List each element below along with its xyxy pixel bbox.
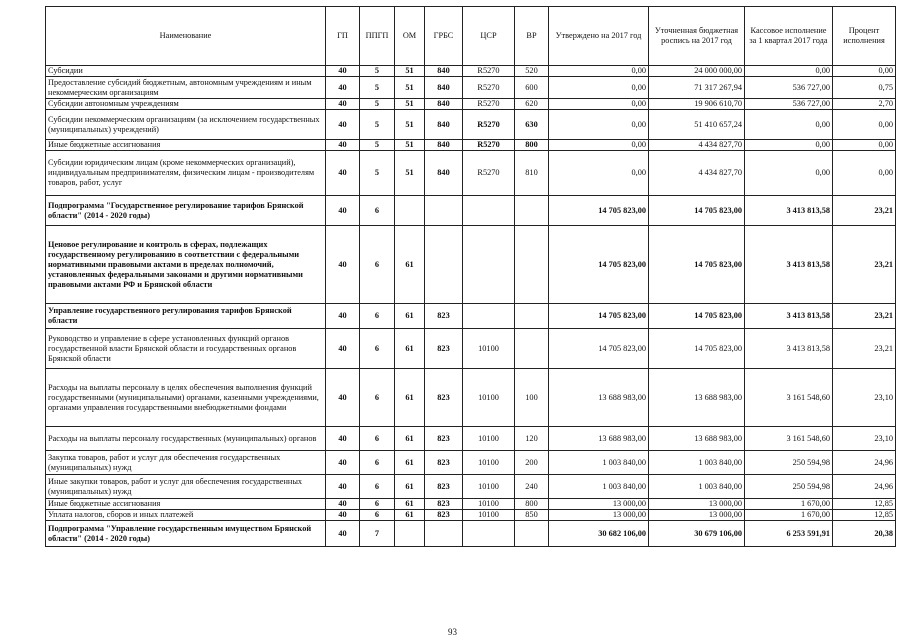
table-body bbox=[46, 66, 896, 547]
cell-om: 61 bbox=[395, 304, 425, 329]
cell-approved: 0,00 bbox=[549, 66, 649, 77]
header-cash: Кассовое исполнение за 1 квартал 2017 года bbox=[745, 7, 833, 66]
cell-gp: 40 bbox=[326, 99, 360, 110]
cell-cash: 250 594,98 bbox=[745, 451, 833, 475]
cell-name: Предоставление субсидий бюджетным, автономным учреждениям и иным некоммерческим организациям bbox=[46, 77, 326, 99]
cell-vr: 100 bbox=[515, 369, 549, 427]
cell-name: Иные бюджетные ассигнования bbox=[46, 499, 326, 510]
table-row bbox=[46, 66, 896, 77]
page-number: 93 bbox=[448, 627, 457, 637]
cell-grbs: 823 bbox=[425, 510, 463, 521]
cell-percent: 12,85 bbox=[833, 510, 896, 521]
cell-grbs bbox=[425, 521, 463, 547]
cell-csr: 10100 bbox=[463, 451, 515, 475]
cell-cash: 250 594,98 bbox=[745, 475, 833, 499]
header-percent: Процент исполнения bbox=[833, 7, 896, 66]
cell-refined: 14 705 823,00 bbox=[649, 226, 745, 304]
cell-ppgp: 5 bbox=[360, 151, 395, 196]
cell-name: Подпрограмма "Управление государственным имуществом Брянской области" (2014 - 2020 годы) bbox=[46, 521, 326, 547]
header-refined: Уточненная бюджетная роспись на 2017 год bbox=[649, 7, 745, 66]
cell-vr bbox=[515, 196, 549, 226]
cell-gp: 40 bbox=[326, 499, 360, 510]
cell-vr: 520 bbox=[515, 66, 549, 77]
cell-percent: 12,85 bbox=[833, 499, 896, 510]
cell-name: Расходы на выплаты персоналу государственных (муниципальных) органов bbox=[46, 427, 326, 451]
table-row bbox=[46, 499, 896, 510]
cell-ppgp: 5 bbox=[360, 99, 395, 110]
cell-ppgp: 6 bbox=[360, 304, 395, 329]
cell-name: Руководство и управление в сфере установленных функций органов государственной власти Брянской области и государственных органов Брянской области bbox=[46, 329, 326, 369]
cell-name: Управление государственного регулирования тарифов Брянской области bbox=[46, 304, 326, 329]
cell-gp: 40 bbox=[326, 77, 360, 99]
cell-csr: 10100 bbox=[463, 427, 515, 451]
cell-vr: 600 bbox=[515, 77, 549, 99]
cell-csr: 10100 bbox=[463, 475, 515, 499]
header-om: ОМ bbox=[395, 7, 425, 66]
cell-om: 61 bbox=[395, 475, 425, 499]
cell-approved: 1 003 840,00 bbox=[549, 475, 649, 499]
table-row bbox=[46, 77, 896, 99]
cell-approved: 0,00 bbox=[549, 110, 649, 140]
cell-name: Субсидии юридическим лицам (кроме некоммерческих организаций), индивидуальным предпринимателям, физическим лицам - производителям товаров, работ, услуг bbox=[46, 151, 326, 196]
cell-refined: 4 434 827,70 bbox=[649, 151, 745, 196]
header-csr: ЦСР bbox=[463, 7, 515, 66]
budget-table-sheet bbox=[45, 6, 895, 547]
cell-grbs: 823 bbox=[425, 451, 463, 475]
cell-om: 51 bbox=[395, 110, 425, 140]
cell-grbs: 840 bbox=[425, 110, 463, 140]
cell-name: Закупка товаров, работ и услуг для обеспечения государственных (муниципальных) нужд bbox=[46, 451, 326, 475]
cell-percent: 23,21 bbox=[833, 196, 896, 226]
header-approved: Утверждено на 2017 год bbox=[549, 7, 649, 66]
cell-percent: 0,00 bbox=[833, 140, 896, 151]
cell-gp: 40 bbox=[326, 196, 360, 226]
cell-percent: 23,10 bbox=[833, 369, 896, 427]
cell-csr bbox=[463, 196, 515, 226]
cell-refined: 14 705 823,00 bbox=[649, 196, 745, 226]
cell-cash: 0,00 bbox=[745, 66, 833, 77]
cell-percent: 23,21 bbox=[833, 304, 896, 329]
cell-cash: 6 253 591,91 bbox=[745, 521, 833, 547]
cell-approved: 14 705 823,00 bbox=[549, 226, 649, 304]
cell-name: Уплата налогов, сборов и иных платежей bbox=[46, 510, 326, 521]
cell-name: Субсидии некоммерческим организациям (за исключением государственных (муниципальных) учреждений) bbox=[46, 110, 326, 140]
cell-percent: 0,00 bbox=[833, 66, 896, 77]
cell-gp: 40 bbox=[326, 510, 360, 521]
cell-refined: 13 688 983,00 bbox=[649, 369, 745, 427]
cell-grbs: 840 bbox=[425, 140, 463, 151]
cell-name: Иные бюджетные ассигнования bbox=[46, 140, 326, 151]
cell-cash: 1 670,00 bbox=[745, 510, 833, 521]
cell-gp: 40 bbox=[326, 66, 360, 77]
cell-vr: 120 bbox=[515, 427, 549, 451]
table-row bbox=[46, 329, 896, 369]
table-row bbox=[46, 521, 896, 547]
cell-name: Ценовое регулирование и контроль в сферах, подлежащих государственному регулированию в соответствии с федеральными нормативными правовыми актами в пределах полномочий, установленных федеральными законами и другими нормативными правовыми актами РФ и Брянской области bbox=[46, 226, 326, 304]
cell-name: Субсидии bbox=[46, 66, 326, 77]
cell-approved: 14 705 823,00 bbox=[549, 304, 649, 329]
cell-ppgp: 7 bbox=[360, 521, 395, 547]
cell-approved: 30 682 106,00 bbox=[549, 521, 649, 547]
cell-csr: R5270 bbox=[463, 66, 515, 77]
cell-refined: 13 000,00 bbox=[649, 499, 745, 510]
cell-om: 51 bbox=[395, 77, 425, 99]
cell-om: 61 bbox=[395, 427, 425, 451]
cell-percent: 24,96 bbox=[833, 475, 896, 499]
cell-percent: 0,75 bbox=[833, 77, 896, 99]
cell-csr: R5270 bbox=[463, 99, 515, 110]
cell-ppgp: 6 bbox=[360, 369, 395, 427]
cell-cash: 3 413 813,58 bbox=[745, 329, 833, 369]
cell-cash: 3 413 813,58 bbox=[745, 226, 833, 304]
cell-grbs bbox=[425, 196, 463, 226]
cell-ppgp: 6 bbox=[360, 510, 395, 521]
table-row bbox=[46, 451, 896, 475]
cell-name: Подпрограмма "Государственное регулирование тарифов Брянской области" (2014 - 2020 годы) bbox=[46, 196, 326, 226]
cell-percent: 23,21 bbox=[833, 226, 896, 304]
cell-grbs: 840 bbox=[425, 66, 463, 77]
cell-om: 51 bbox=[395, 66, 425, 77]
cell-csr: R5270 bbox=[463, 140, 515, 151]
header-name: Наименование bbox=[46, 7, 326, 66]
cell-name: Субсидии автономным учреждениям bbox=[46, 99, 326, 110]
cell-name: Иные закупки товаров, работ и услуг для обеспечения государственных (муниципальных) нужд bbox=[46, 475, 326, 499]
cell-om bbox=[395, 521, 425, 547]
cell-cash: 536 727,00 bbox=[745, 99, 833, 110]
cell-cash: 1 670,00 bbox=[745, 499, 833, 510]
cell-ppgp: 6 bbox=[360, 499, 395, 510]
cell-refined: 14 705 823,00 bbox=[649, 329, 745, 369]
table-row bbox=[46, 110, 896, 140]
cell-approved: 13 000,00 bbox=[549, 510, 649, 521]
cell-csr bbox=[463, 304, 515, 329]
cell-gp: 40 bbox=[326, 369, 360, 427]
cell-csr: 10100 bbox=[463, 510, 515, 521]
cell-ppgp: 6 bbox=[360, 329, 395, 369]
cell-vr bbox=[515, 226, 549, 304]
cell-ppgp: 6 bbox=[360, 475, 395, 499]
cell-gp: 40 bbox=[326, 226, 360, 304]
cell-om: 61 bbox=[395, 499, 425, 510]
cell-vr: 850 bbox=[515, 510, 549, 521]
header-gp: ГП bbox=[326, 7, 360, 66]
header-ppgp: ППГП bbox=[360, 7, 395, 66]
table-row bbox=[46, 304, 896, 329]
cell-csr: R5270 bbox=[463, 151, 515, 196]
cell-cash: 3 161 548,60 bbox=[745, 369, 833, 427]
cell-grbs: 840 bbox=[425, 99, 463, 110]
cell-om: 61 bbox=[395, 369, 425, 427]
cell-vr bbox=[515, 329, 549, 369]
cell-cash: 3 413 813,58 bbox=[745, 196, 833, 226]
cell-approved: 14 705 823,00 bbox=[549, 329, 649, 369]
cell-csr: 10100 bbox=[463, 499, 515, 510]
table-row bbox=[46, 196, 896, 226]
cell-vr bbox=[515, 304, 549, 329]
cell-percent: 0,00 bbox=[833, 151, 896, 196]
cell-vr: 800 bbox=[515, 140, 549, 151]
cell-approved: 0,00 bbox=[549, 151, 649, 196]
cell-gp: 40 bbox=[326, 475, 360, 499]
cell-grbs: 823 bbox=[425, 475, 463, 499]
header-grbs: ГРБС bbox=[425, 7, 463, 66]
cell-cash: 0,00 bbox=[745, 110, 833, 140]
cell-gp: 40 bbox=[326, 151, 360, 196]
cell-om: 51 bbox=[395, 99, 425, 110]
table-row bbox=[46, 475, 896, 499]
cell-vr: 800 bbox=[515, 499, 549, 510]
cell-vr: 240 bbox=[515, 475, 549, 499]
cell-grbs: 840 bbox=[425, 151, 463, 196]
cell-approved: 13 000,00 bbox=[549, 499, 649, 510]
cell-gp: 40 bbox=[326, 140, 360, 151]
cell-approved: 0,00 bbox=[549, 99, 649, 110]
cell-cash: 3 413 813,58 bbox=[745, 304, 833, 329]
budget-execution-table bbox=[45, 6, 896, 547]
cell-csr: 10100 bbox=[463, 329, 515, 369]
cell-csr: R5270 bbox=[463, 110, 515, 140]
cell-refined: 19 906 610,70 bbox=[649, 99, 745, 110]
table-row bbox=[46, 510, 896, 521]
cell-grbs: 823 bbox=[425, 329, 463, 369]
cell-refined: 51 410 657,24 bbox=[649, 110, 745, 140]
table-row bbox=[46, 369, 896, 427]
cell-om: 61 bbox=[395, 226, 425, 304]
cell-om bbox=[395, 196, 425, 226]
cell-refined: 1 003 840,00 bbox=[649, 451, 745, 475]
cell-om: 61 bbox=[395, 329, 425, 369]
table-row bbox=[46, 226, 896, 304]
cell-ppgp: 6 bbox=[360, 226, 395, 304]
cell-om: 61 bbox=[395, 451, 425, 475]
cell-approved: 13 688 983,00 bbox=[549, 369, 649, 427]
table-row bbox=[46, 151, 896, 196]
cell-refined: 1 003 840,00 bbox=[649, 475, 745, 499]
cell-ppgp: 5 bbox=[360, 110, 395, 140]
table-row bbox=[46, 427, 896, 451]
cell-percent: 24,96 bbox=[833, 451, 896, 475]
cell-csr: R5270 bbox=[463, 77, 515, 99]
cell-gp: 40 bbox=[326, 110, 360, 140]
cell-ppgp: 6 bbox=[360, 196, 395, 226]
cell-cash: 3 161 548,60 bbox=[745, 427, 833, 451]
cell-percent: 2,70 bbox=[833, 99, 896, 110]
cell-gp: 40 bbox=[326, 451, 360, 475]
cell-grbs: 823 bbox=[425, 427, 463, 451]
cell-ppgp: 5 bbox=[360, 66, 395, 77]
cell-csr bbox=[463, 226, 515, 304]
cell-approved: 14 705 823,00 bbox=[549, 196, 649, 226]
cell-refined: 14 705 823,00 bbox=[649, 304, 745, 329]
cell-gp: 40 bbox=[326, 521, 360, 547]
cell-approved: 0,00 bbox=[549, 77, 649, 99]
cell-name: Расходы на выплаты персоналу в целях обеспечения выполнения функций государственными (муниципальными) органами, казенными учреждениями, органами управления государственными внебюджетными фондами bbox=[46, 369, 326, 427]
cell-om: 51 bbox=[395, 151, 425, 196]
cell-gp: 40 bbox=[326, 304, 360, 329]
cell-om: 51 bbox=[395, 140, 425, 151]
cell-grbs: 823 bbox=[425, 499, 463, 510]
cell-cash: 0,00 bbox=[745, 140, 833, 151]
cell-cash: 536 727,00 bbox=[745, 77, 833, 99]
cell-ppgp: 6 bbox=[360, 451, 395, 475]
cell-om: 61 bbox=[395, 510, 425, 521]
cell-approved: 13 688 983,00 bbox=[549, 427, 649, 451]
cell-grbs: 840 bbox=[425, 77, 463, 99]
cell-cash: 0,00 bbox=[745, 151, 833, 196]
table-row bbox=[46, 140, 896, 151]
cell-gp: 40 bbox=[326, 329, 360, 369]
cell-percent: 0,00 bbox=[833, 110, 896, 140]
table-header-row bbox=[46, 7, 896, 66]
cell-refined: 71 317 267,94 bbox=[649, 77, 745, 99]
table-row bbox=[46, 99, 896, 110]
cell-vr bbox=[515, 521, 549, 547]
cell-vr: 630 bbox=[515, 110, 549, 140]
cell-refined: 4 434 827,70 bbox=[649, 140, 745, 151]
cell-vr: 200 bbox=[515, 451, 549, 475]
cell-refined: 13 000,00 bbox=[649, 510, 745, 521]
cell-grbs bbox=[425, 226, 463, 304]
cell-ppgp: 6 bbox=[360, 427, 395, 451]
cell-refined: 30 679 106,00 bbox=[649, 521, 745, 547]
cell-percent: 23,10 bbox=[833, 427, 896, 451]
cell-gp: 40 bbox=[326, 427, 360, 451]
cell-refined: 24 000 000,00 bbox=[649, 66, 745, 77]
cell-grbs: 823 bbox=[425, 369, 463, 427]
cell-percent: 20,38 bbox=[833, 521, 896, 547]
cell-csr: 10100 bbox=[463, 369, 515, 427]
cell-refined: 13 688 983,00 bbox=[649, 427, 745, 451]
header-vr: ВР bbox=[515, 7, 549, 66]
cell-ppgp: 5 bbox=[360, 77, 395, 99]
cell-csr bbox=[463, 521, 515, 547]
cell-vr: 620 bbox=[515, 99, 549, 110]
cell-percent: 23,21 bbox=[833, 329, 896, 369]
cell-approved: 0,00 bbox=[549, 140, 649, 151]
cell-approved: 1 003 840,00 bbox=[549, 451, 649, 475]
cell-ppgp: 5 bbox=[360, 140, 395, 151]
cell-vr: 810 bbox=[515, 151, 549, 196]
cell-grbs: 823 bbox=[425, 304, 463, 329]
